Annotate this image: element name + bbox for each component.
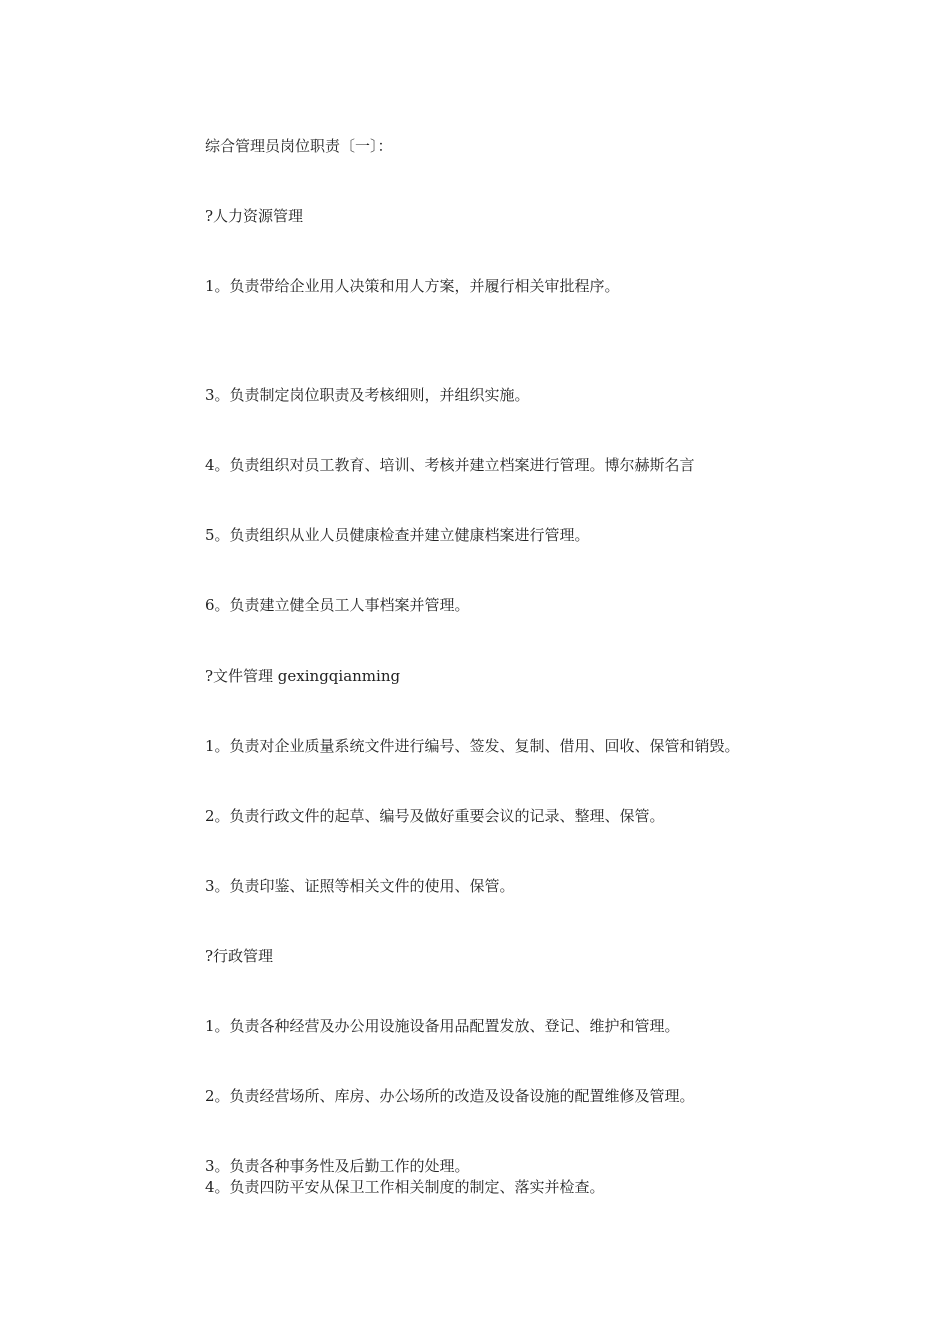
document-title: 综合管理员岗位职责〔一〕：	[205, 137, 393, 155]
list-item: 2。负责经营场所、库房、办公场所的改造及设备设施的配置维修及管理。	[205, 1087, 695, 1105]
list-item: 3。负责印鉴、证照等相关文件的使用、保管。	[205, 877, 515, 895]
list-item: 5。负责组织从业人员健康检查并建立健康档案进行管理。	[205, 526, 590, 544]
list-item: 1。负责对企业质量系统文件进行编号、签发、复制、借用、回收、保管和销毁。	[205, 737, 740, 755]
list-item: 3。负责制定岗位职责及考核细则，并组织实施。	[205, 386, 530, 404]
section-heading-hr: ?人力资源管理	[205, 207, 304, 225]
list-item: 3。负责各种事务性及后勤工作的处理。	[205, 1157, 470, 1175]
list-item: 4。负责组织对员工教育、培训、考核并建立档案进行管理。博尔赫斯名言	[205, 456, 695, 474]
list-item: 1。负责带给企业用人决策和用人方案，并履行相关审批程序。	[205, 277, 620, 295]
section-heading-admin: ?行政管理	[205, 947, 274, 965]
list-item: 6。负责建立健全员工人事档案并管理。	[205, 596, 470, 614]
list-item: 1。负责各种经营及办公用设施设备用品配置发放、登记、维护和管理。	[205, 1017, 680, 1035]
list-item: 4。负责四防平安从保卫工作相关制度的制定、落实并检查。	[205, 1178, 605, 1196]
section-heading-docs: ?文件管理 gexingqianming	[205, 667, 401, 685]
list-item: 2。负责行政文件的起草、编号及做好重要会议的记录、整理、保管。	[205, 807, 665, 825]
